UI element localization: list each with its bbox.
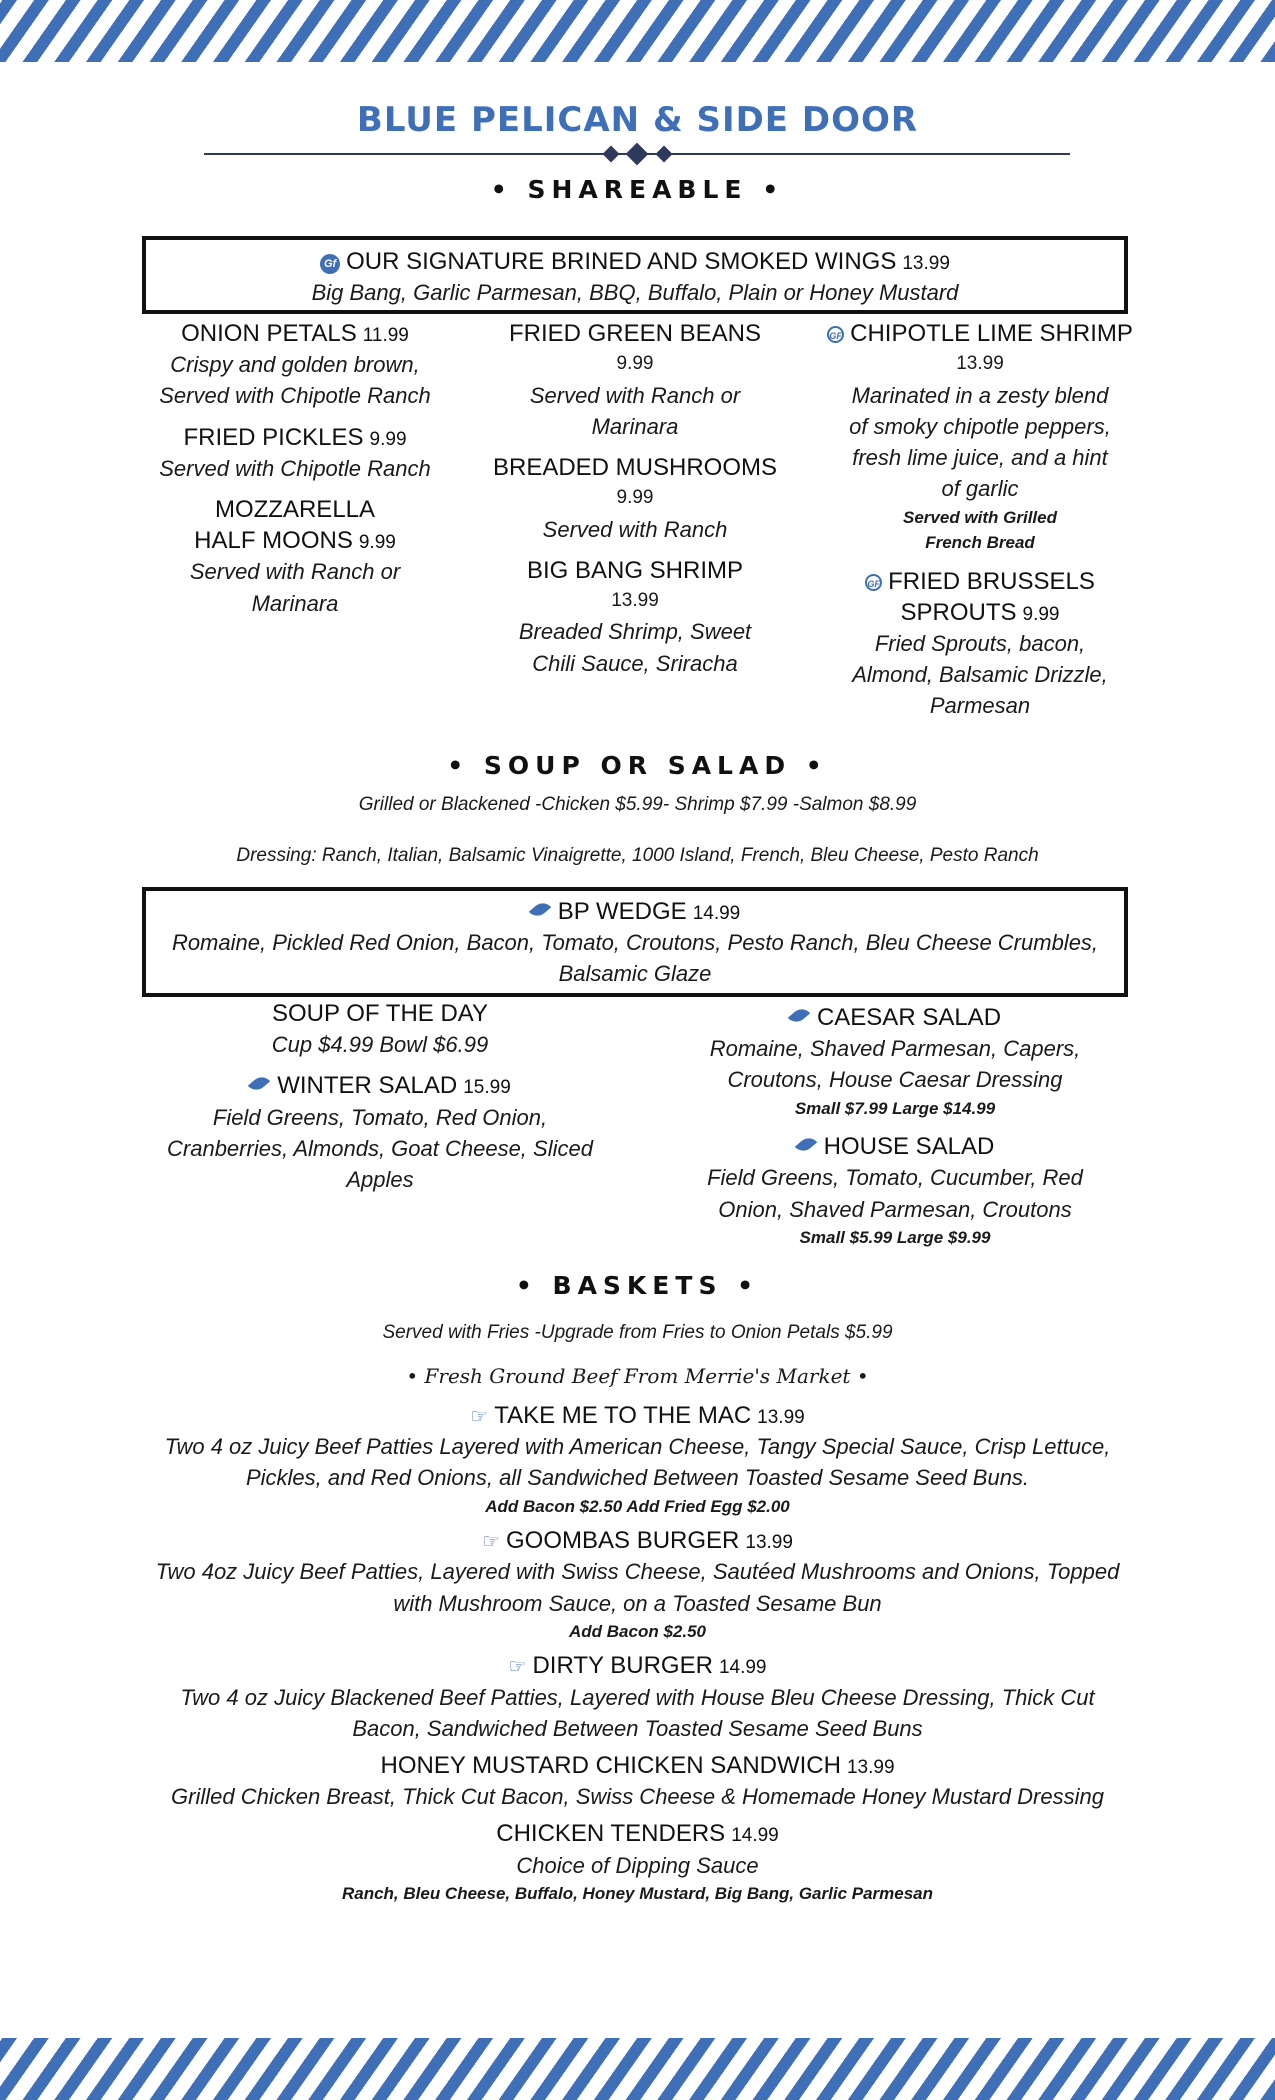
item-description: Served with Ranch or Marinara bbox=[189, 559, 401, 616]
item-description: Crispy and golden brown, Served with Chipotle Ranch bbox=[159, 352, 431, 409]
item-description: Cup $4.99 Bowl $6.99 bbox=[271, 1032, 489, 1058]
shareable-column-1 bbox=[150, 318, 440, 629]
item-price: 13.99 bbox=[757, 1407, 805, 1428]
item-price: 9.99 bbox=[616, 353, 654, 375]
menu-item bbox=[150, 1525, 1125, 1644]
item-note: Small $7.99 Large $14.99 bbox=[794, 1098, 996, 1118]
item-description: Romaine, Shaved Parmesan, Capers, Croutons, House Caesar Dressing bbox=[709, 1036, 1081, 1093]
item-price: 9.99 bbox=[369, 428, 407, 450]
item-name: FRIED BRUSSELS SPROUTS bbox=[888, 567, 1095, 626]
gluten-free-icon: Gf bbox=[320, 254, 340, 274]
menu-item bbox=[160, 998, 600, 1060]
item-name: CHIPOTLE LIME SHRIMP bbox=[850, 320, 1133, 347]
menu-item bbox=[150, 1750, 1125, 1812]
item-description: Romaine, Pickled Red Onion, Bacon, Tomato, Croutons, Pesto Ranch, Bleu Cheese Crumbles, Balsamic Glaze bbox=[171, 930, 1099, 987]
item-note: Add Bacon $2.50 Add Fried Egg $2.00 bbox=[485, 1496, 790, 1516]
item-name: MOZZARELLA HALF MOONS bbox=[194, 496, 376, 555]
item-name: TAKE ME TO THE MAC bbox=[494, 1402, 752, 1429]
item-price: 14.99 bbox=[731, 1825, 779, 1847]
item-note: Ranch, Bleu Cheese, Buffalo, Honey Mustard, Big Bang, Garlic Parmesan bbox=[341, 1883, 934, 1903]
leaf-icon bbox=[788, 1005, 810, 1026]
featured-wedge-box bbox=[142, 887, 1128, 997]
shareable-column-3 bbox=[825, 318, 1135, 732]
divider-diamond-left bbox=[603, 146, 620, 163]
item-name: BIG BANG SHRIMP bbox=[526, 556, 744, 584]
item-price: 9.99 bbox=[358, 532, 396, 554]
menu-item bbox=[490, 318, 780, 442]
item-name: HONEY MUSTARD CHICKEN SANDWICH bbox=[380, 1751, 841, 1779]
item-description: Two 4 oz Juicy Blackened Beef Patties, Layered with House Bleu Cheese Dressing, Thick Cut Bacon, Sandwiched Between Toasted Sesame Seed Buns bbox=[180, 1684, 1095, 1741]
section-heading-soup-salad: • SOUP OR SALAD • bbox=[447, 751, 828, 780]
item-description: Served with Chipotle Ranch bbox=[159, 455, 431, 481]
section-heading-shareable: • SHAREABLE • bbox=[490, 175, 785, 204]
item-name: BP WEDGE bbox=[557, 898, 687, 925]
menu-item bbox=[160, 1070, 600, 1195]
menu-item bbox=[150, 422, 440, 484]
item-description: Two 4 oz Juicy Beef Patties Layered with American Cheese, Tangy Special Sauce, Crisp Lettuce, Pickles, and Red Onions, all Sandwiched Between Toasted Sesame Seed Buns. bbox=[164, 1434, 1111, 1491]
item-price: 13.99 bbox=[846, 1756, 895, 1778]
leaf-icon bbox=[248, 1073, 270, 1094]
item-name: ONION PETALS bbox=[181, 320, 357, 347]
item-price: 13.99 bbox=[956, 353, 1004, 375]
menu-item bbox=[690, 1002, 1100, 1121]
dressing-list: Dressing: Ranch, Italian, Balsamic Vinaigrette, 1000 Island, French, Bleu Cheese, Pesto Ranch bbox=[236, 845, 1039, 866]
item-name: DIRTY BURGER bbox=[532, 1652, 713, 1680]
divider-diamond-center bbox=[626, 143, 649, 166]
menu-item bbox=[825, 566, 1135, 722]
item-price: 14.99 bbox=[692, 903, 741, 924]
menu-item bbox=[150, 1650, 1125, 1744]
top-stripe-border bbox=[0, 0, 1275, 62]
menu-item bbox=[150, 1818, 1125, 1906]
salad-column-right bbox=[690, 1002, 1100, 1260]
menu-item bbox=[490, 555, 780, 679]
pointing-hand-icon: ☞ bbox=[508, 1656, 527, 1679]
item-price: 11.99 bbox=[362, 325, 409, 346]
item-price: 14.99 bbox=[718, 1657, 767, 1679]
item-description: Two 4oz Juicy Beef Patties, Layered with Swiss Cheese, Sautéed Mushrooms and Onions, Topped with Mushroom Sauce, on a Toasted Sesame Bun bbox=[155, 1559, 1120, 1616]
bottom-stripe-border bbox=[0, 2038, 1275, 2100]
menu-item bbox=[150, 318, 440, 412]
item-name: CAESAR SALAD bbox=[816, 1004, 1002, 1031]
section-heading-baskets: • BASKETS • bbox=[515, 1271, 760, 1300]
item-description: Marinated in a zesty blend of smoky chipotle peppers, fresh lime juice, and a hint of garlic bbox=[849, 382, 1111, 502]
pointing-hand-icon: ☞ bbox=[482, 1531, 500, 1554]
fresh-beef-note: • Fresh Ground Beef From Merrie's Market • bbox=[406, 1364, 869, 1388]
item-price: 9.99 bbox=[616, 487, 654, 509]
item-name: WINTER SALAD bbox=[277, 1072, 458, 1100]
item-description: Fried Sprouts, bacon, Almond, Balsamic Drizzle, Parmesan bbox=[852, 630, 1108, 719]
item-name: BREADED MUSHROOMS bbox=[492, 454, 778, 482]
menu-item bbox=[150, 1400, 1125, 1519]
item-description: Served with Ranch or Marinara bbox=[529, 382, 741, 439]
item-description: Field Greens, Tomato, Red Onion, Cranberries, Almonds, Goat Cheese, Sliced Apples bbox=[167, 1104, 593, 1193]
item-description: Served with Ranch bbox=[542, 516, 728, 542]
gluten-free-icon: GF bbox=[827, 326, 844, 343]
item-price: 13.99 bbox=[745, 1532, 793, 1554]
gluten-free-icon: GF bbox=[865, 574, 882, 591]
item-price: 9.99 bbox=[1022, 603, 1060, 625]
baskets-list bbox=[150, 1400, 1125, 1916]
featured-wings-box bbox=[142, 236, 1128, 314]
item-name: FRIED PICKLES bbox=[183, 423, 364, 451]
item-name: CHICKEN TENDERS bbox=[496, 1820, 726, 1848]
item-note: Small $5.99 Large $9.99 bbox=[799, 1227, 991, 1247]
item-description: Choice of Dipping Sauce bbox=[516, 1852, 759, 1878]
item-description: Field Greens, Tomato, Cucumber, Red Onion, Shaved Parmesan, Croutons bbox=[707, 1165, 1083, 1222]
item-description: Grilled Chicken Breast, Thick Cut Bacon, Swiss Cheese & Homemade Honey Mustard Dressing bbox=[171, 1784, 1104, 1810]
leaf-icon bbox=[529, 899, 551, 920]
divider-diamond-right bbox=[656, 146, 673, 163]
item-description: Breaded Shrimp, Sweet Chili Sauce, Sriracha bbox=[518, 619, 752, 676]
menu-item bbox=[825, 318, 1135, 556]
menu-item bbox=[690, 1131, 1100, 1250]
protein-addons: Grilled or Blackened -Chicken $5.99- Shrimp $7.99 -Salmon $8.99 bbox=[358, 794, 917, 815]
item-name: OUR SIGNATURE BRINED AND SMOKED WINGS bbox=[346, 248, 897, 275]
item-note: Served with Grilled French Bread bbox=[903, 507, 1057, 553]
baskets-intro: Served with Fries -Upgrade from Fries to Onion Petals $5.99 bbox=[382, 1322, 893, 1343]
item-name: HOUSE SALAD bbox=[823, 1133, 995, 1161]
leaf-icon bbox=[794, 1134, 816, 1155]
salad-column-left bbox=[160, 998, 600, 1205]
shareable-column-2 bbox=[490, 318, 780, 689]
menu-item bbox=[490, 452, 780, 545]
restaurant-title: BLUE PELICAN & SIDE DOOR bbox=[356, 100, 919, 140]
item-name: SOUP OF THE DAY bbox=[271, 1000, 489, 1027]
item-price: 15.99 bbox=[463, 1077, 511, 1099]
item-note: Add Bacon $2.50 bbox=[569, 1621, 706, 1641]
menu-item bbox=[150, 494, 440, 619]
pointing-hand-icon: ☞ bbox=[470, 1406, 489, 1428]
item-price: 13.99 bbox=[902, 253, 950, 274]
item-name: FRIED GREEN BEANS bbox=[508, 320, 762, 347]
item-name: GOOMBAS BURGER bbox=[506, 1527, 740, 1555]
item-price: 13.99 bbox=[611, 590, 659, 612]
item-description: Big Bang, Garlic Parmesan, BBQ, Buffalo, Plain or Honey Mustard bbox=[311, 280, 959, 306]
